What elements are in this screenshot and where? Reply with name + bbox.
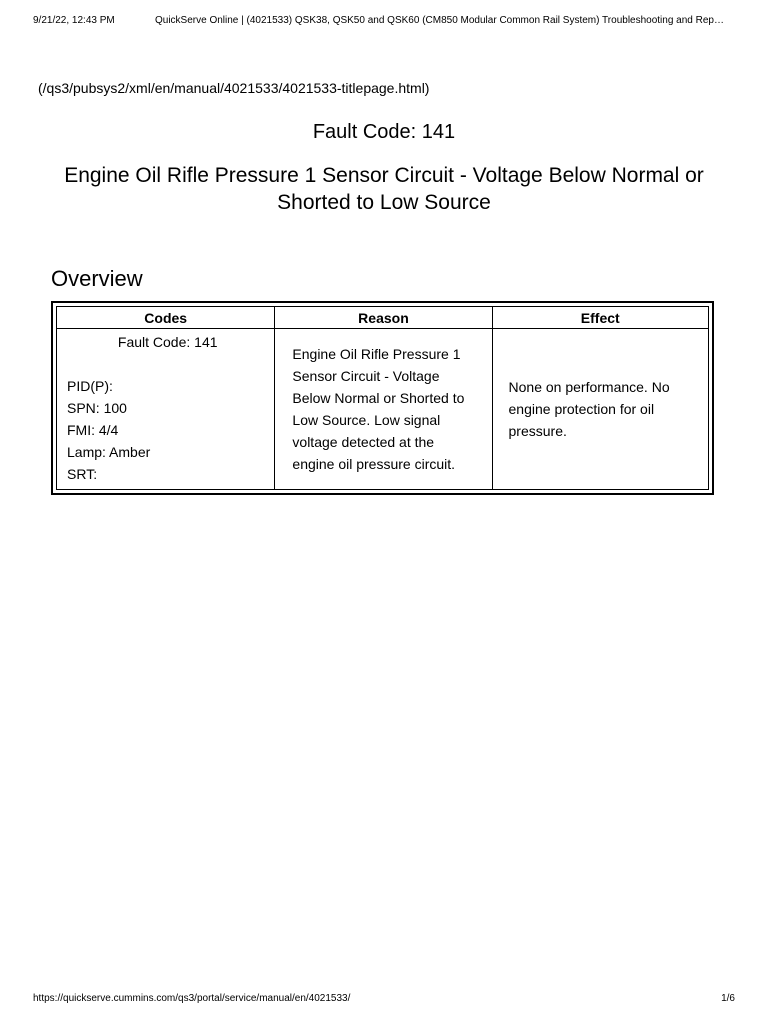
print-header [33,14,748,28]
column-header-reason: Reason [275,307,492,329]
codes-fmi: FMI: 4/4 [67,422,119,438]
codes-spn: SPN: 100 [67,400,127,416]
overview-heading: Overview [51,266,143,291]
overview-table [56,306,709,490]
table-row [57,329,709,490]
codes-pid: PID(P): [67,378,113,394]
footer-url: https://quickserve.cummins.com/qs3/portal/service/manual/en/4021533/ [33,993,351,1004]
page-title: Engine Oil Rifle Pressure 1 Sensor Circuit - Voltage Below Normal or Shorted to Low Source [64,164,704,214]
print-document-title: QuickServe Online | (4021533) QSK38, QSK50 and QSK60 (CM850 Modular Common Rail System) Troubleshooting and Rep… [155,15,724,26]
title-page-link[interactable]: (/qs3/pubsys2/xml/en/manual/4021533/4021533-titlepage.html) [38,80,430,96]
page-number: 1/6 [721,993,735,1004]
effect-cell: None on performance. No engine protection for oil pressure. [492,329,708,490]
codes-fault-code: Fault Code: 141 [117,334,218,350]
codes-lamp: Lamp: Amber [67,444,151,460]
fault-code-title: Fault Code: 141 [312,121,456,143]
print-footer [33,992,735,1006]
codes-srt: SRT: [67,466,98,482]
print-date-time: 9/21/22, 12:43 PM [33,15,115,26]
reason-cell: Engine Oil Rifle Pressure 1 Sensor Circuit - Voltage Below Normal or Shorted to Low Source. Low signal voltage detected at the engine oil pressure circuit. [275,329,492,490]
column-header-codes: Codes [57,307,275,329]
column-header-effect: Effect [492,307,708,329]
overview-table-frame [51,301,714,495]
codes-cell [57,329,275,490]
table-header-row [57,307,709,329]
